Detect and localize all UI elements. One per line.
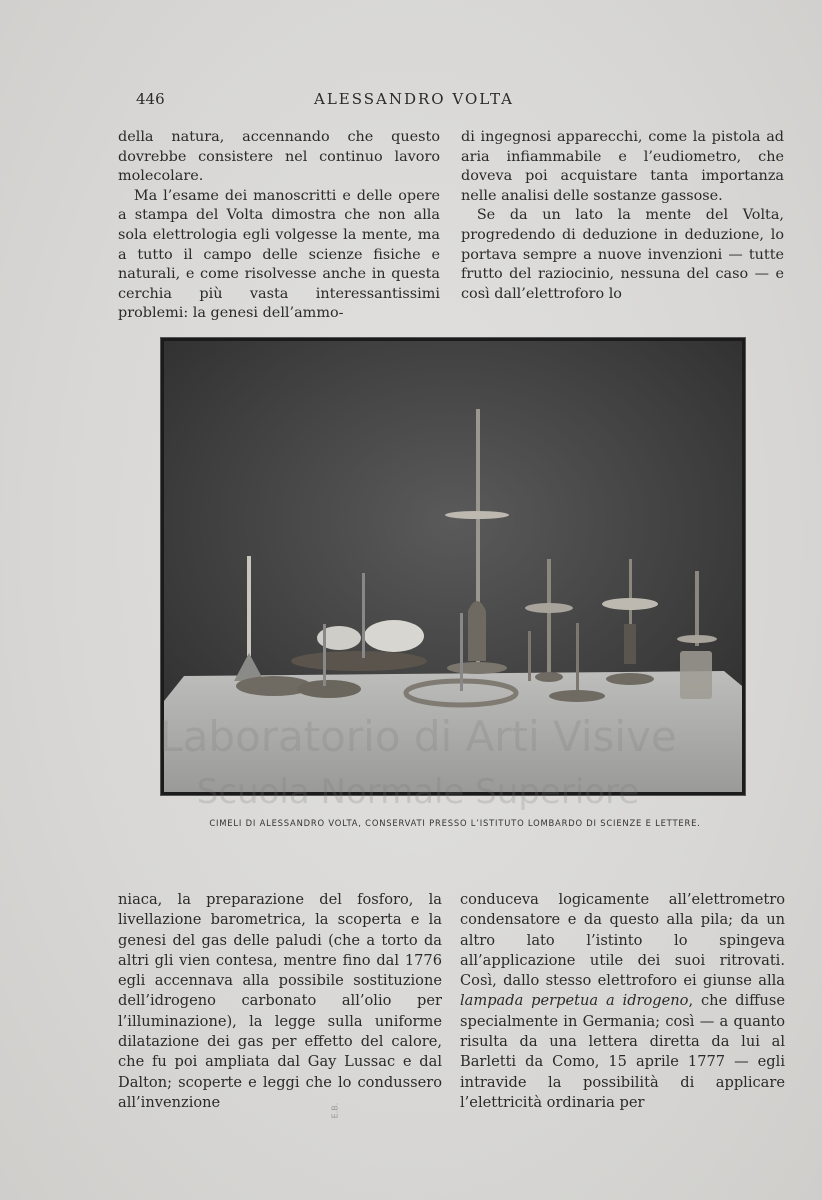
paragraph	[460, 890, 785, 1113]
text-column-top-right	[461, 128, 784, 304]
text-run: conduceva logicamente all’elettrometro condensatore e da questo alla pila; da un altro lato l’istinto lo spingeva all’applicazione utile dei suoi ritrovati. Così, dallo stesso elettroforo ei giunse alla	[460, 891, 785, 990]
text-run: , che diffuse specialmente in Germania; così — a quanto risulta da una lettera diretta da lui al Barletti da Como, 15 aprile 1777 — egli intravide la possibilità di applicare l’elettricità ordinaria per	[460, 992, 785, 1111]
italic-term: lampada perpetua a idrogeno	[460, 992, 689, 1010]
plate-mark: E.B.	[330, 1102, 340, 1119]
page-header	[118, 90, 710, 112]
paragraph: Ma l’esame dei manoscritti e delle opere a stampa del Volta dimostra che non alla sola elettrologia egli volgesse la mente, ma a tutto il campo delle scienze fisiche e naturali, e come risolvesse anche in questa cerchia più vasta interessantissimi problemi: la genesi dell’ammo-	[118, 187, 440, 322]
paragraph: niaca, la preparazione del fosforo, la livellazione barometrica, la scoperta e la genesi del gas delle paludi (che a torto da altri gli vien contesa, mentre fino dal 1776 egli accennava alla possibile sostituzione dell’idrogeno carbonato all’olio per l’illuminazione), la legge sulla uniforme dilatazione dei gas per effetto del calore, che fu poi ampliata dal Gay Lussac e dal Dalton; scoperte e leggi che lo condussero all’invenzione	[118, 891, 442, 1111]
paragraph: di ingegnosi apparecchi, come la pistola ad aria infiammabile e l’eudiometro, che doveva poi acquistare tanta importanza nelle analisi delle sostanze gassose.	[461, 129, 784, 204]
figure-caption: CIMELI DI ALESSANDRO VOLTA, CONSERVATI PRESSO L’ISTITUTO LOMBARDO DI SCIENZE E LETTERE.	[209, 818, 701, 828]
paragraph: della natura, accennando che questo dovrebbe consistere nel continuo lavoro molecolare.	[118, 129, 440, 185]
watermark-line-1: Laboratorio di Arti Visive	[159, 712, 677, 761]
text-column-bottom-left	[118, 890, 442, 1113]
text-column-top-left	[118, 128, 440, 324]
page-number: 446	[136, 90, 165, 108]
running-title: ALESSANDRO VOLTA	[314, 90, 514, 108]
watermark-line-2: Scuola Normale Superiore	[196, 772, 640, 812]
text-column-bottom-right	[460, 890, 785, 1113]
paragraph: Se da un lato la mente del Volta, progredendo di deduzione in deduzione, lo portava sempre a nuove invenzioni — tutte frutto del raziocinio, nessuna del caso — e così dall’elettroforo lo	[461, 207, 784, 302]
